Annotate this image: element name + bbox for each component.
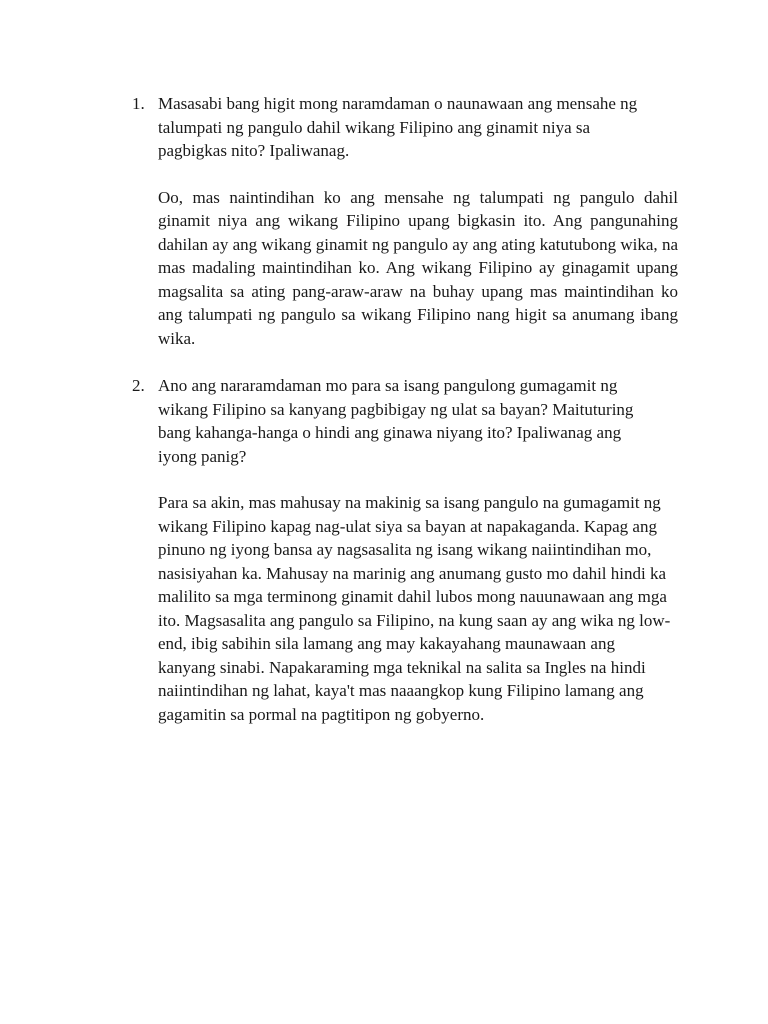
item-number: 1.	[132, 94, 145, 113]
question-text: Masasabi bang higit mong naramdaman o naunawaan ang mensahe ng talumpati ng pangulo dahil wikang Filipino ang ginamit niya sa pagbigkas nito? Ipaliwanag.	[158, 94, 638, 160]
answer-text: Oo, mas naintindihan ko ang mensahe ng talumpati ng pangulo dahil ginamit niya ang wikang Filipino upang bigkasin ito. Ang pangunahing dahilan ay ang wikang ginamit ng pangulo ay ang ating katutubong wika, na mas madaling maintindihan ko. Ang wikang Filipino ay ginagamit upang magsalita sa ating pang-araw-araw na buhay upang mas maintindihan ko ang talumpati ng pangulo sa wikang Filipino nang higit sa anumang ibang wika.	[158, 187, 678, 348]
answer-text: Para sa akin, mas mahusay na makinig sa isang pangulo na gumagamit ng wikang Filipino kapag nag-ulat siya sa bayan at napakaganda. Kapag ang pinuno ng iyong bansa ay nagsasalita ng isang wikang naiintindihan mo, nasisiyahan ka. Mahusay na marinig ang anumang gusto mo dahil hindi ka malilito sa mga terminong ginamit dahil lubos mong nauunawaan ang mga ito. Magsasalita ang pangulo sa Filipino, na kung saan ay ang wika ng low-end, ibig sabihin sila lamang ang may kakayahang maunawaan ang kanyang sinabi. Napakaraming mga teknikal na salita sa Ingles na hindi naiintindihan ng lahat, kaya't mas naaangkop kung Filipino lamang ang gagamitin sa pormal na pagtitipon ng gobyerno.	[158, 493, 671, 724]
list-item	[122, 92, 682, 350]
list-item	[122, 374, 682, 726]
question-list	[122, 92, 682, 750]
item-number: 2.	[132, 376, 145, 395]
question-text: Ano ang nararamdaman mo para sa isang pangulong gumagamit ng wikang Filipino sa kanyang pagbibigay ng ulat sa bayan? Maituturing bang kahanga-hanga o hindi ang ginawa niyang ito? Ipaliwanag ang iyong panig?	[158, 376, 634, 466]
